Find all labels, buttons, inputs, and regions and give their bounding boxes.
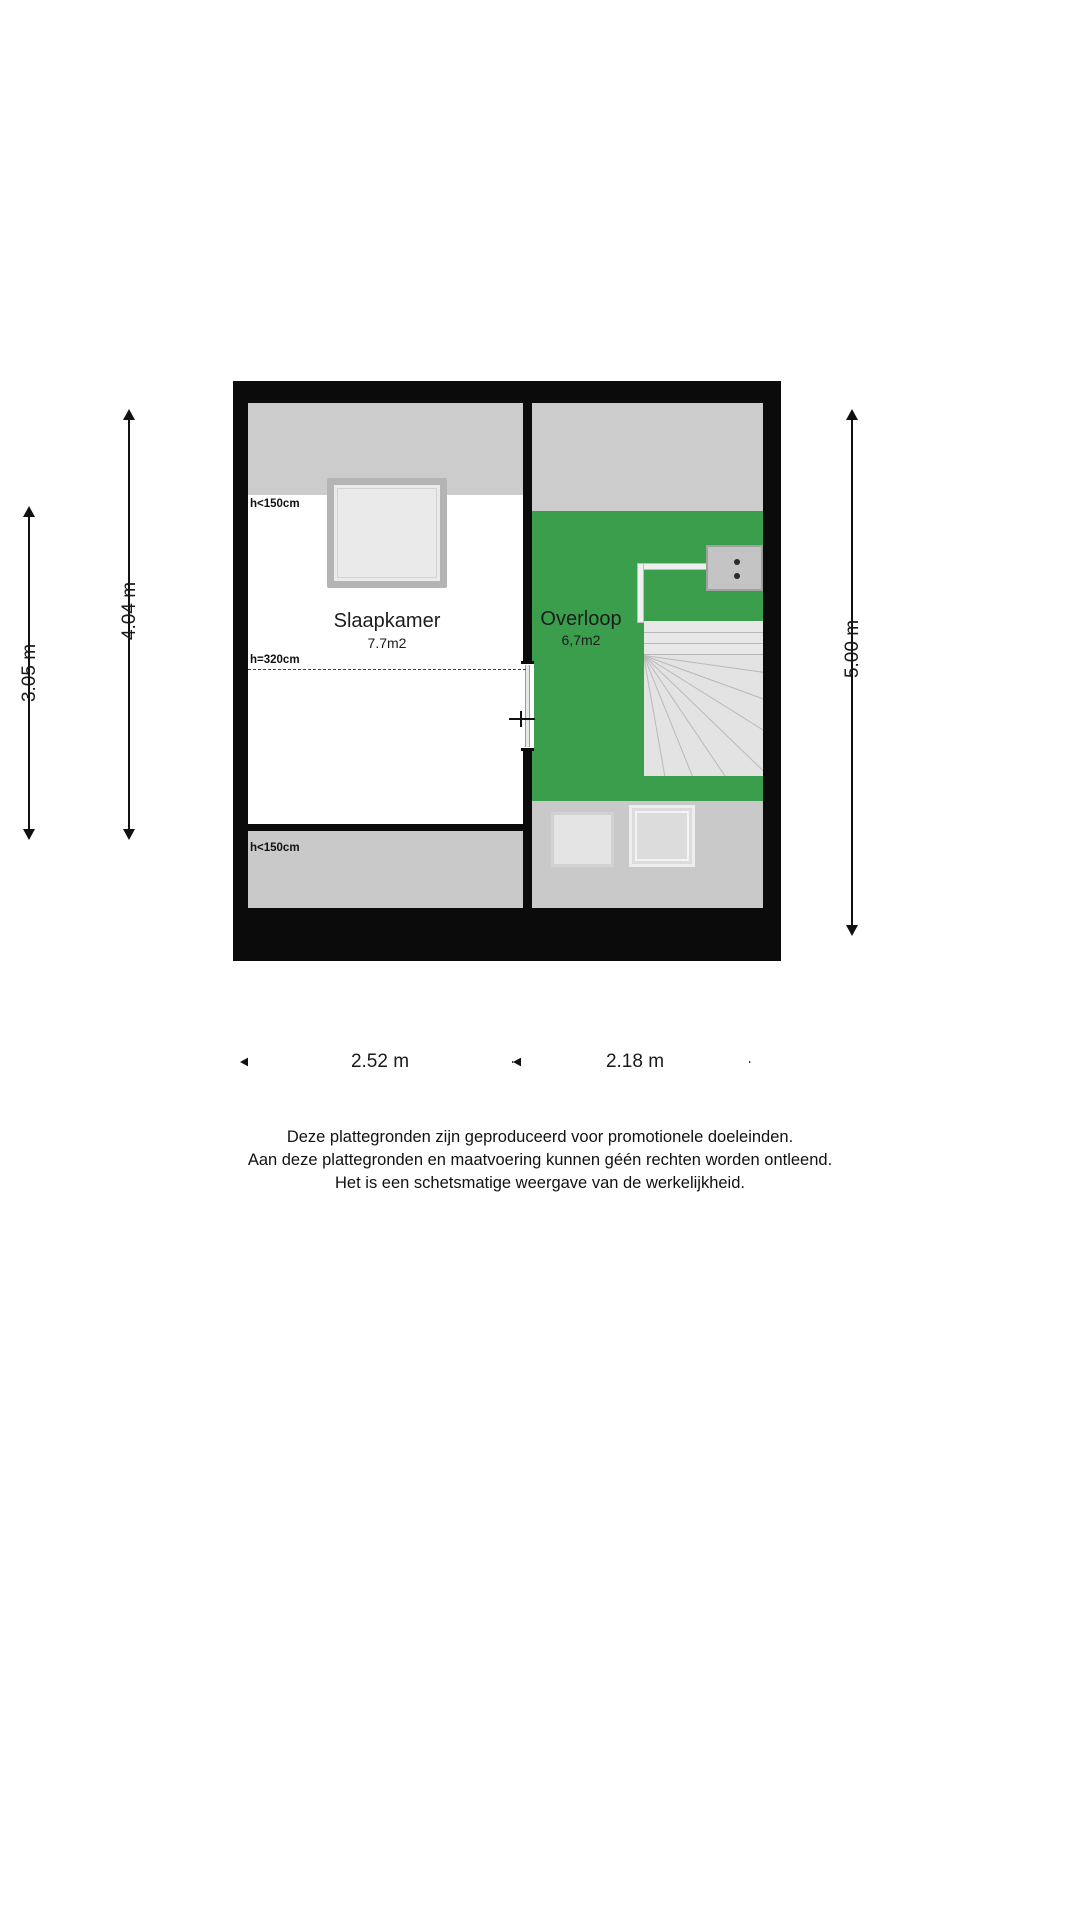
- dimension-label-left-outer: 3.05 m: [19, 643, 40, 703]
- disclaimer-line-2: Aan deze plattegronden en maatvoering kunnen géén rechten worden ontleend.: [247, 1151, 833, 1169]
- height-note-mid-left: h=320cm: [250, 654, 300, 666]
- dimension-arrow-up-left-outer: [23, 506, 35, 517]
- dimension-arrow-up-right: [846, 409, 858, 420]
- dimension-arrow-up-left-inner: [123, 409, 135, 420]
- room-label-overloop: Overloop: [540, 608, 622, 630]
- dimension-label-right: 5.00 m: [842, 619, 863, 679]
- room-label-slaapkamer: Slaapkamer: [333, 610, 441, 632]
- height-note-bottom-left: h<150cm: [250, 842, 300, 854]
- height-note-top-left: h<150cm: [250, 498, 300, 510]
- bed-inner-outline: [337, 488, 437, 578]
- disclaimer-block: [0, 1126, 1080, 1195]
- interior-wall-center: [523, 403, 532, 908]
- room-area-slaapkamer: 7.7m2: [367, 635, 407, 651]
- dimension-label-bottom-right: 2.18 m: [521, 1051, 749, 1073]
- height-reference-line: [248, 669, 526, 670]
- room-area-overloop: 6,7m2: [561, 632, 601, 648]
- meter-dot-lower: [734, 573, 740, 579]
- stair-railing-horizontal: [637, 563, 707, 570]
- door-leaf: [525, 665, 530, 747]
- meter-cabinet: [706, 545, 763, 591]
- stair-winder-flight: [644, 655, 763, 776]
- door-swing-marker-vertical: [520, 711, 522, 727]
- disclaimer-line-3: Het is een schetsmatige weergave van de werkelijkheid.: [335, 1174, 745, 1192]
- bed-furniture: [327, 478, 447, 588]
- appliance-washer: [551, 812, 614, 867]
- appliance-dryer: [629, 805, 695, 867]
- low-ceiling-zone-top-right: [531, 403, 763, 511]
- building-outline: [233, 381, 781, 961]
- door-swing-marker-horizontal: [509, 718, 535, 720]
- dimension-label-left-inner: 4.04 m: [119, 581, 140, 641]
- dimension-arrow-down-left-outer: [23, 829, 35, 840]
- appliance-dryer-inner: [635, 811, 689, 861]
- disclaimer-line-1: Deze plattegronden zijn geproduceerd voor promotionele doeleinden.: [286, 1128, 794, 1146]
- dimension-label-bottom-left: 2.52 m: [248, 1051, 512, 1073]
- meter-dot-upper: [734, 559, 740, 565]
- dimension-arrow-down-left-inner: [123, 829, 135, 840]
- dimension-arrow-down-right: [846, 925, 858, 936]
